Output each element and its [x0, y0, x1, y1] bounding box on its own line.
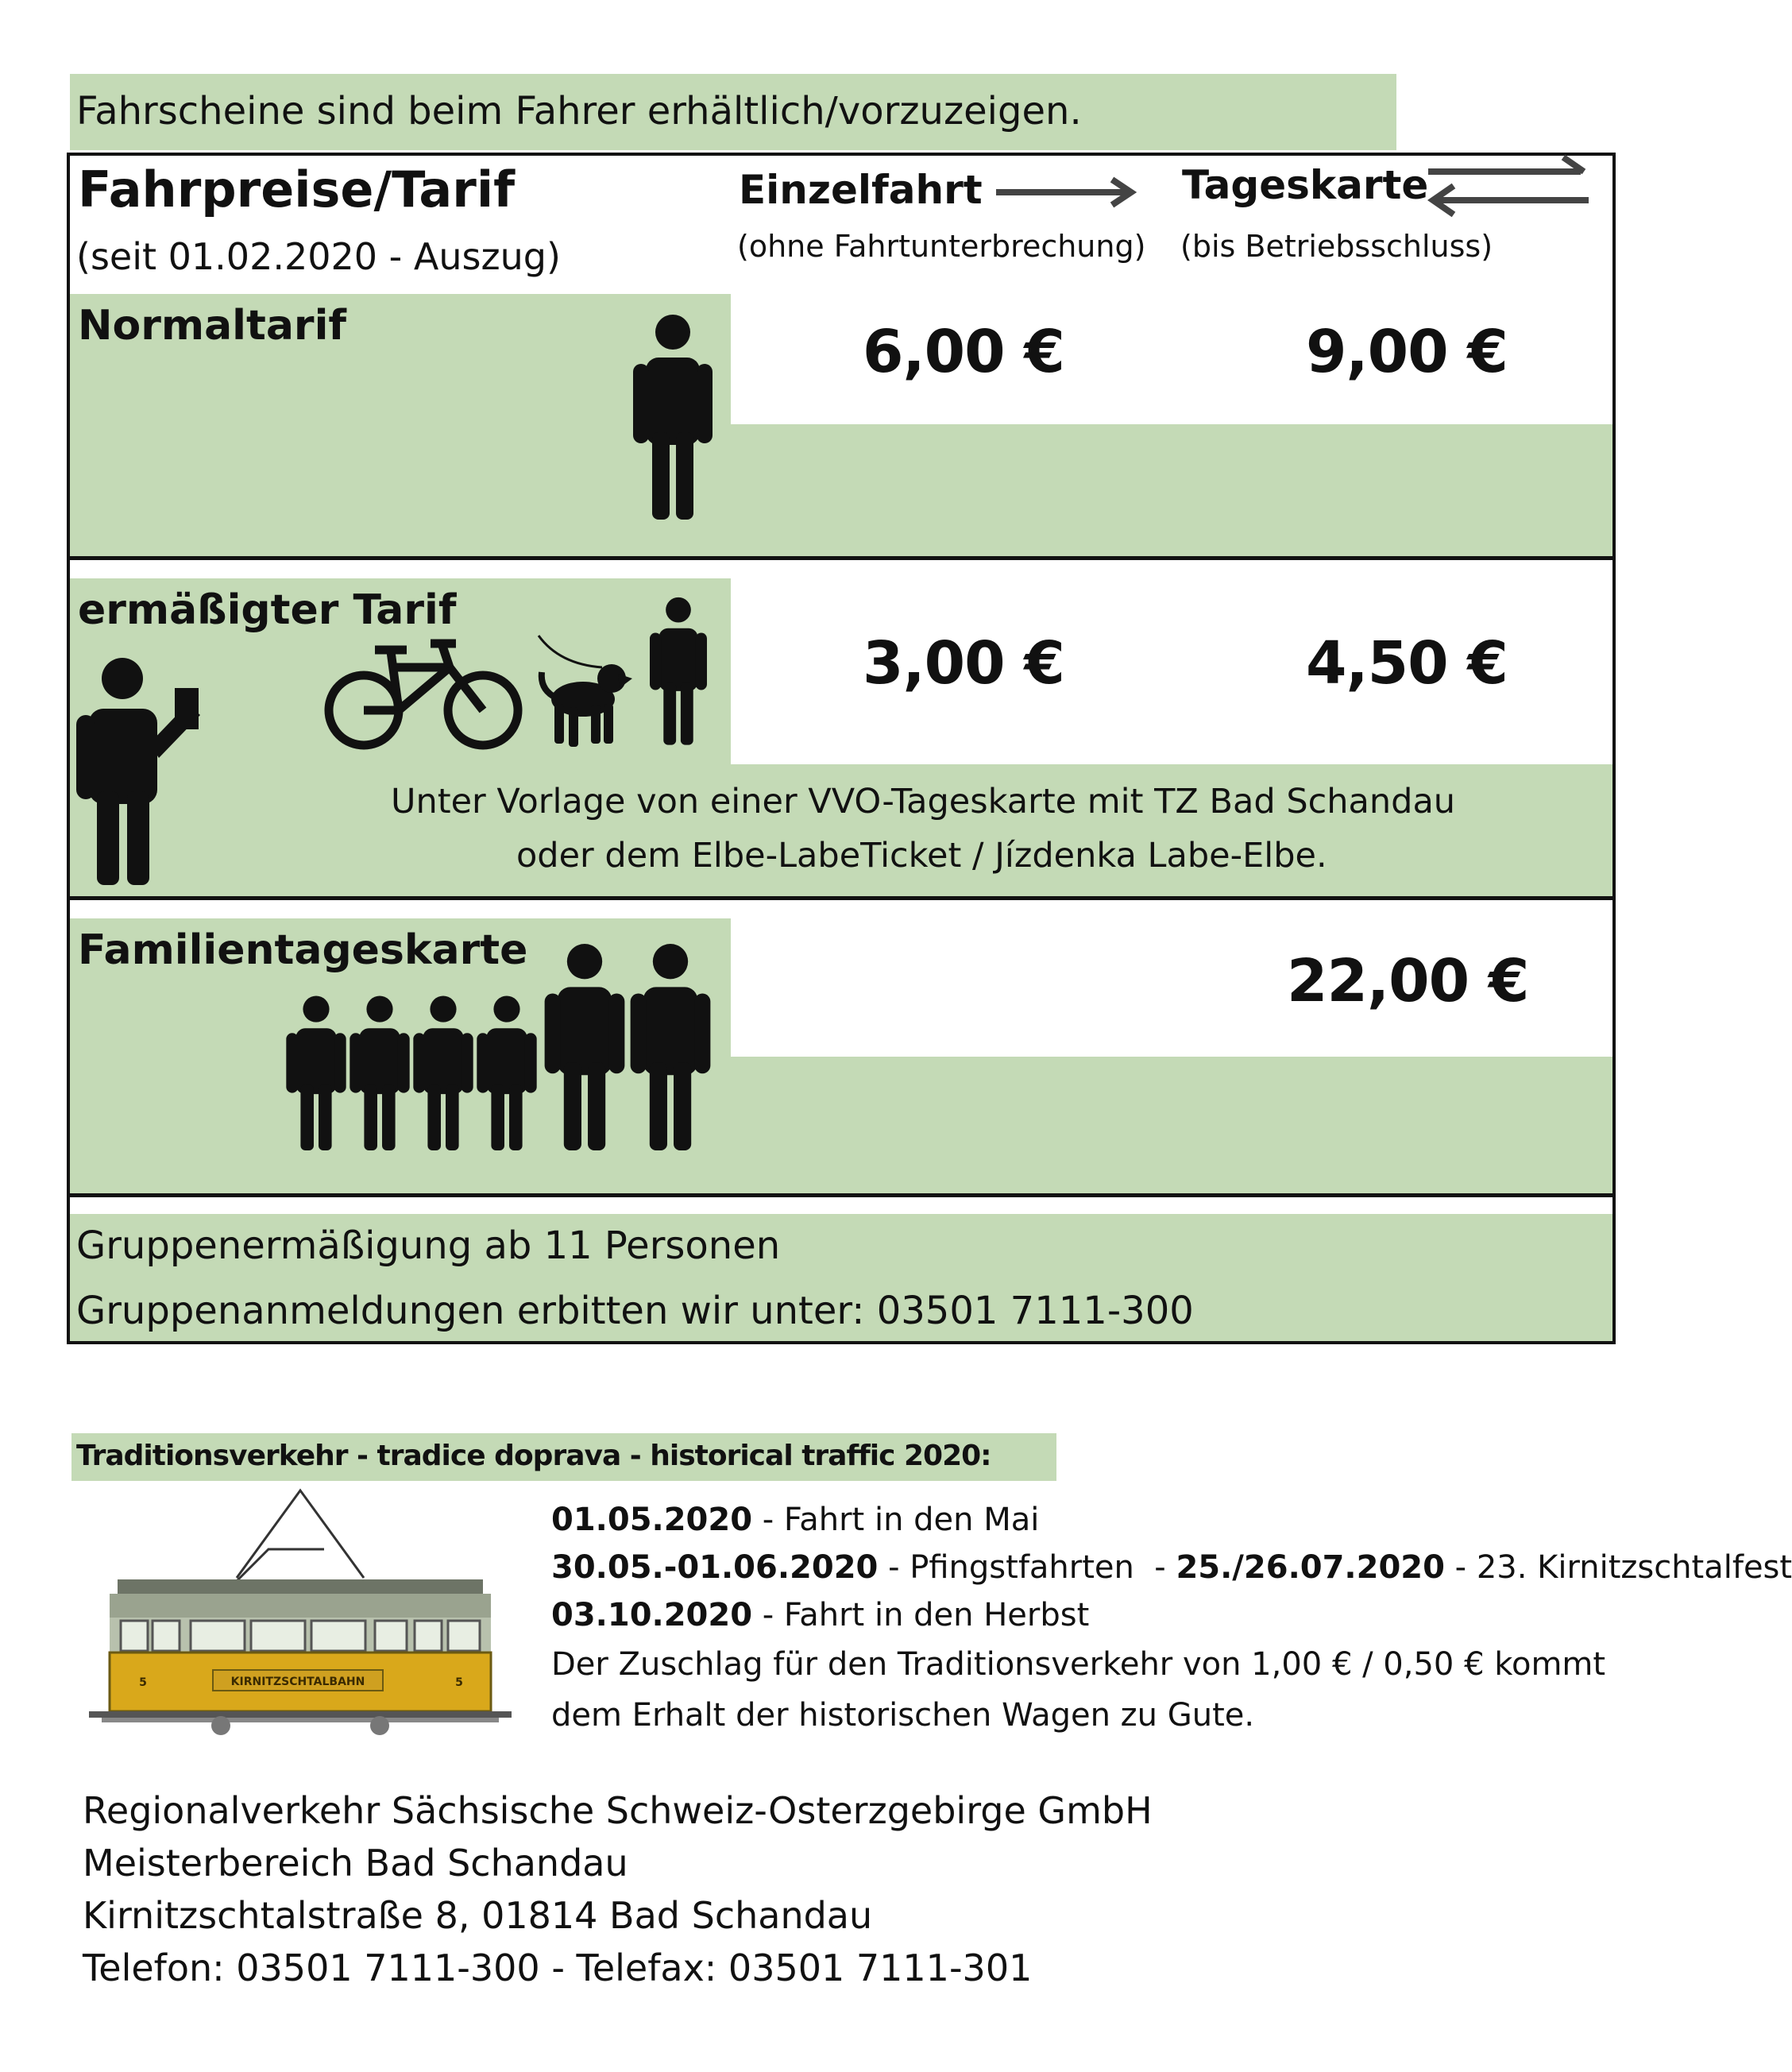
- event-2-text: - Pfingstfahrten -: [878, 1549, 1176, 1586]
- event-4: [551, 1597, 1089, 1633]
- family-day-price: 22,00 €: [1287, 947, 1529, 1015]
- normal-row-bottom-panel: [731, 424, 1612, 556]
- department-name: Meisterbereich Bad Schandau: [83, 1842, 628, 1885]
- phone-fax: Telefon: 03501 7111-300 - Telefax: 03501 7111-301: [83, 1946, 1033, 1989]
- child-person-icon: [350, 995, 410, 1150]
- bicycle-icon: [322, 628, 526, 755]
- normal-tariff-label: Normaltarif: [78, 302, 347, 350]
- surcharge-line2: dem Erhalt der historischen Wagen zu Gute.: [551, 1697, 1255, 1734]
- group-discount-text: Gruppenermäßigung ab 11 Personen: [76, 1223, 781, 1268]
- single-ride-note: (ohne Fahrtunterbrechung): [737, 229, 1146, 264]
- event-1-date: 01.05.2020: [551, 1502, 753, 1538]
- dog-icon: [535, 632, 635, 752]
- reduced-note-line2: oder dem Elbe-LabeTicket / Jízdenka Labe-Elbe.: [516, 836, 1327, 876]
- event-3-text: - 23. Kirnitzschtalfest: [1444, 1549, 1792, 1586]
- tariff-title: Fahrpreise/Tarif: [78, 160, 516, 218]
- tram-number-left: 5: [139, 1676, 147, 1689]
- day-ticket-heading: Tageskarte: [1182, 162, 1429, 208]
- single-ride-heading: Einzelfahrt: [739, 167, 983, 213]
- surcharge-line1: Der Zuschlag für den Traditionsverkehr von 1,00 € / 0,50 € kommt: [551, 1646, 1606, 1683]
- tram-sign-text: KIRNITZSCHTALBAHN: [230, 1676, 365, 1688]
- group-booking-text: Gruppenanmeldungen erbitten wir unter: 03501 7111-300: [76, 1289, 1194, 1333]
- child-person-icon: [286, 995, 346, 1150]
- divider: [67, 896, 1616, 900]
- reduced-tariff-label: ermäßigter Tarif: [78, 586, 457, 634]
- address: Kirnitzschtalstraße 8, 01814 Bad Schandau: [83, 1894, 873, 1937]
- child-person-icon: [413, 995, 473, 1150]
- adult-person-icon: [629, 942, 712, 1150]
- return-arrows-icon: [1427, 154, 1590, 216]
- reduced-day-price: 4,50 €: [1306, 629, 1508, 698]
- event-2-date: 30.05.-01.06.2020: [551, 1549, 879, 1586]
- normal-day-price: 9,00 €: [1306, 318, 1508, 386]
- tradition-heading: Traditionsverkehr - tradice doprava - historical traffic 2020:: [76, 1440, 991, 1472]
- normal-single-price: 6,00 €: [863, 318, 1064, 386]
- family-row-bottom-panel: [731, 1057, 1612, 1193]
- reduced-single-price: 3,00 €: [863, 629, 1064, 698]
- event-4-date: 03.10.2020: [551, 1597, 753, 1633]
- family-ticket-label: Familientageskarte: [78, 926, 528, 974]
- event-2: [551, 1549, 1792, 1586]
- divider: [67, 556, 1616, 560]
- reduced-note-line1: Unter Vorlage von einer VVO-Tageskarte mit TZ Bad Schandau: [391, 782, 1456, 821]
- divider: [67, 1193, 1616, 1197]
- event-3-date: 25./26.07.2020: [1176, 1549, 1445, 1586]
- tram-number-right: 5: [455, 1676, 463, 1689]
- adult-person-icon: [543, 942, 626, 1150]
- historic-tram-image: [86, 1486, 515, 1740]
- company-name: Regionalverkehr Sächsische Schweiz-Osterzgebirge GmbH: [83, 1789, 1153, 1832]
- adult-person-icon: [631, 313, 714, 520]
- person-with-card-icon: [76, 656, 210, 887]
- event-1-text: - Fahrt in den Mai: [752, 1502, 1040, 1538]
- small-person-icon: [650, 594, 707, 747]
- notice-text: Fahrscheine sind beim Fahrer erhältlich/vorzuzeigen.: [76, 89, 1082, 133]
- single-arrow-icon: [994, 176, 1137, 208]
- day-ticket-note: (bis Betriebsschluss): [1180, 229, 1493, 264]
- tariff-subtitle: (seit 01.02.2020 - Auszug): [76, 235, 561, 278]
- child-person-icon: [477, 995, 537, 1150]
- event-4-text: - Fahrt in den Herbst: [752, 1597, 1090, 1633]
- event-1: [551, 1502, 1039, 1538]
